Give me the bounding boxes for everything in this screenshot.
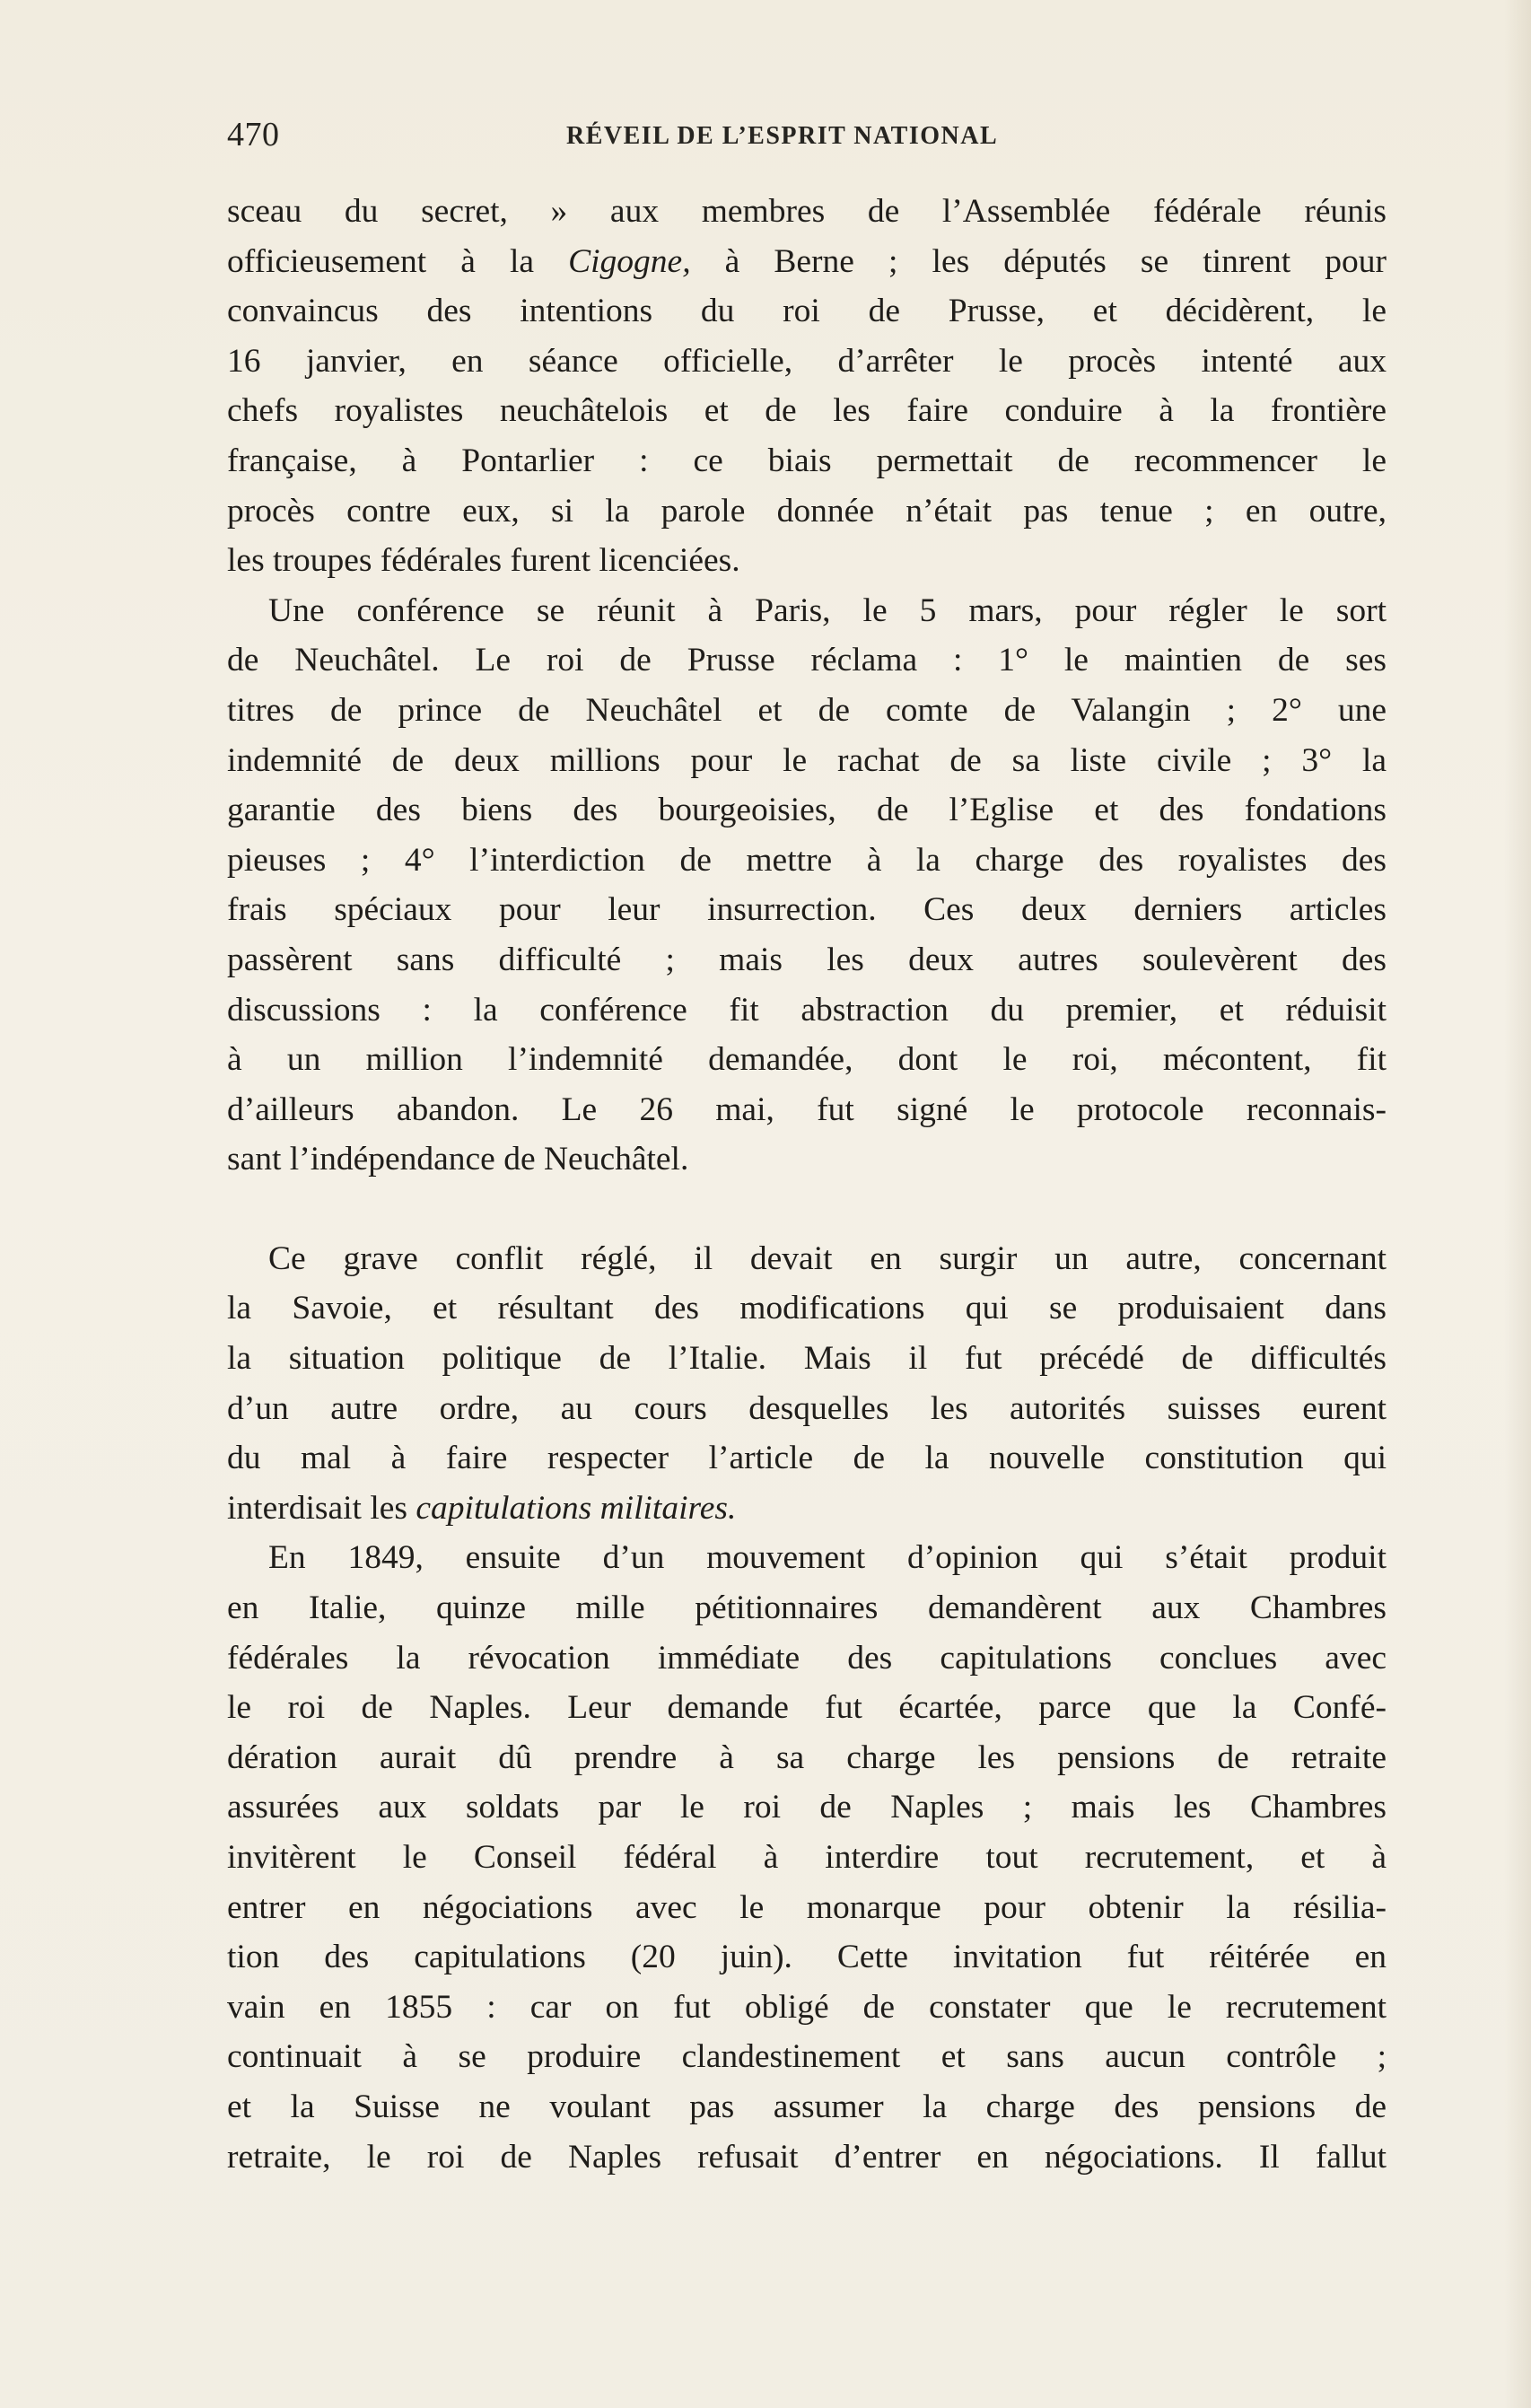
page-edge-shadow bbox=[1504, 0, 1531, 2408]
text-line: assurées aux soldats par le roi de Naples ; mais les Chambres bbox=[227, 1789, 1387, 1826]
text-line: entrer en négociations avec le monarque pour obtenir la résilia- bbox=[227, 1888, 1387, 1926]
text-line: Une conférence se réunit à Paris, le 5 mars, pour régler le sort bbox=[268, 591, 1387, 629]
section-gap bbox=[227, 1185, 1387, 1234]
running-title: RÉVEIL DE L’ESPRIT NATIONAL bbox=[566, 122, 999, 150]
text-line: convaincus des intentions du roi de Prusse, et décidèrent, le bbox=[227, 293, 1387, 330]
running-head bbox=[227, 111, 1394, 165]
text-line: de Neuchâtel. Le roi de Prusse réclama : 1° le maintien de ses bbox=[227, 642, 1387, 679]
text-line: pieuses ; 4° l’interdiction de mettre à la charge des royalistes des bbox=[227, 841, 1387, 879]
text-line: le roi de Naples. Leur demande fut écartée, parce que la Confé- bbox=[227, 1689, 1387, 1727]
body-text bbox=[227, 187, 1387, 2182]
text-line: 16 janvier, en séance officielle, d’arrêter le procès intenté aux bbox=[227, 342, 1387, 380]
text-line: procès contre eux, si la parole donnée n’était pas tenue ; en outre, bbox=[227, 492, 1387, 530]
text-line: dération aurait dû prendre à sa charge les pensions de retraite bbox=[227, 1738, 1387, 1776]
text-line: à un million l’indemnité demandée, dont le roi, mécontent, fit bbox=[227, 1041, 1387, 1079]
text-line: tion des capitulations (20 juin). Cette invitation fut réitérée en bbox=[227, 1939, 1387, 1976]
text-line: passèrent sans difficulté ; mais les deux autres soulevèrent des bbox=[227, 941, 1387, 978]
text-line: la situation politique de l’Italie. Mais il fut précédé de difficultés bbox=[227, 1340, 1387, 1378]
text-line: française, à Pontarlier : ce biais permettait de recommencer le bbox=[227, 442, 1387, 479]
text-line: discussions : la conférence fit abstraction du premier, et réduisit bbox=[227, 991, 1387, 1029]
text-line: sceau du secret, » aux membres de l’Assemblée fédérale réunis bbox=[227, 193, 1387, 230]
text-line: frais spéciaux pour leur insurrection. Ces deux derniers articles bbox=[227, 891, 1387, 929]
page-number: 470 bbox=[227, 116, 280, 153]
text-line: et la Suisse ne voulant pas assumer la charge des pensions de bbox=[227, 2088, 1387, 2125]
text-line: les troupes fédérales furent licenciées. bbox=[227, 542, 740, 580]
text-line: sant l’indépendance de Neuchâtel. bbox=[227, 1141, 689, 1178]
text-line: du mal à faire respecter l’article de la nouvelle constitution qui bbox=[227, 1440, 1387, 1477]
text-line: chefs royalistes neuchâtelois et de les faire conduire à la frontière bbox=[227, 392, 1387, 430]
text-line: garantie des biens des bourgeoisies, de l’Eglise et des fondations bbox=[227, 792, 1387, 829]
text-line: indemnité de deux millions pour le rachat de sa liste civile ; 3° la bbox=[227, 741, 1387, 779]
text-line: vain en 1855 : car on fut obligé de constater que le recrutement bbox=[227, 1988, 1387, 2026]
text-fragment: officieusement à la bbox=[227, 242, 569, 280]
text-line: continuait à se produire clandestinement et sans aucun contrôle ; bbox=[227, 2038, 1387, 2076]
text-line: d’ailleurs abandon. Le 26 mai, fut signé le protocole reconnais- bbox=[227, 1090, 1387, 1128]
italic-place-name: Cigogne, bbox=[568, 242, 691, 280]
text-line: retraite, le roi de Naples refusait d’entrer en négociations. Il fallut bbox=[227, 2138, 1387, 2176]
text-line: En 1849, ensuite d’un mouvement d’opinion qui s’était produit bbox=[268, 1539, 1387, 1577]
text-line: fédérales la révocation immédiate des capitulations conclues avec bbox=[227, 1639, 1387, 1677]
text-line: d’un autre ordre, au cours desquelles les autorités suisses eurent bbox=[227, 1389, 1387, 1427]
text-line: la Savoie, et résultant des modifications qui se produisaient dans bbox=[227, 1290, 1387, 1327]
text-line: Ce grave conflit réglé, il devait en surgir un autre, concernant bbox=[268, 1239, 1387, 1277]
text-line: invitèrent le Conseil fédéral à interdire tout recrutement, et à bbox=[227, 1839, 1387, 1876]
text-line: en Italie, quinze mille pétitionnaires demandèrent aux Chambres bbox=[227, 1589, 1387, 1627]
text-fragment: interdisait les bbox=[227, 1489, 416, 1527]
text-fragment: à Berne ; les députés se tinrent pour bbox=[690, 242, 1387, 280]
text-line bbox=[227, 1484, 1387, 1534]
text-line: titres de prince de Neuchâtel et de comte de Valangin ; 2° une bbox=[227, 691, 1387, 729]
italic-term: capitulations militaires. bbox=[416, 1489, 737, 1527]
text-line bbox=[227, 237, 1387, 287]
